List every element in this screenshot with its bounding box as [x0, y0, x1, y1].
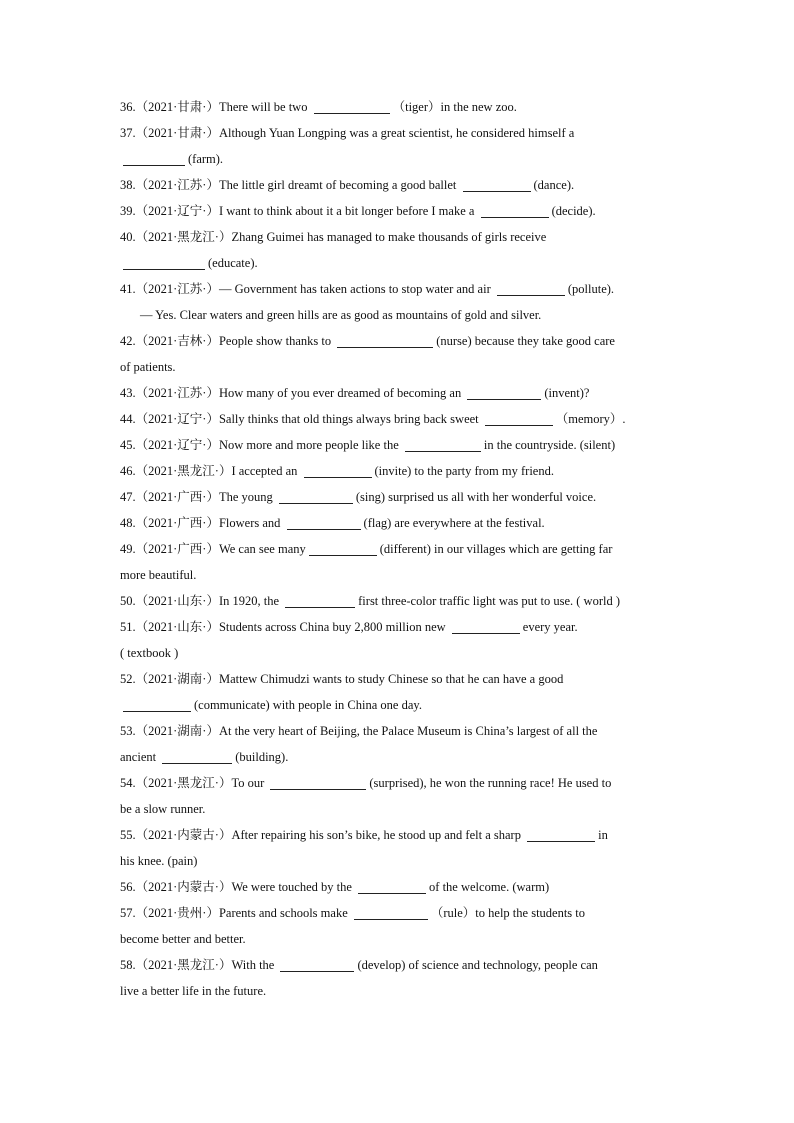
- question-q48: [120, 510, 680, 536]
- question-q37: [120, 120, 680, 172]
- question-hint: of the welcome. (warm): [429, 880, 550, 894]
- question-hint: （tiger）in the new zoo.: [392, 100, 517, 114]
- question-hint: (develop) of science and technology, people can: [357, 958, 598, 972]
- question-q56: [120, 874, 680, 900]
- question-text: more beautiful.: [120, 568, 197, 582]
- answer-blank[interactable]: [497, 281, 565, 296]
- question-text: — Yes. Clear waters and green hills are as good as mountains of gold and silver.: [140, 308, 542, 322]
- answer-blank[interactable]: [285, 593, 355, 608]
- question-q50: [120, 588, 680, 614]
- answer-blank[interactable]: [481, 203, 549, 218]
- question-q51: [120, 614, 680, 666]
- answer-blank[interactable]: [270, 775, 366, 790]
- question-hint: (pollute).: [567, 282, 615, 296]
- question-text: 37.（2021·甘肃·）Although Yuan Longping was a great scientist, he considered himself a: [120, 126, 575, 140]
- question-hint: (educate).: [208, 256, 258, 270]
- question-text: 55.（2021·内蒙古·）After repairing his son’s bike, he stood up and felt a sharp: [120, 828, 525, 842]
- question-q52: [120, 666, 680, 718]
- question-line: [120, 380, 680, 406]
- question-q55: [120, 822, 680, 874]
- answer-blank[interactable]: [463, 177, 531, 192]
- answer-blank[interactable]: [354, 905, 428, 920]
- exercise-page: [120, 94, 680, 1004]
- question-line: [120, 146, 680, 172]
- question-q39: [120, 198, 680, 224]
- question-text: 46.（2021·黑龙江·）I accepted an: [120, 464, 301, 478]
- question-text: 36.（2021·甘肃·）There will be two: [120, 100, 311, 114]
- question-text: 54.（2021·黑龙江·）To our: [120, 776, 268, 790]
- answer-blank[interactable]: [309, 541, 377, 556]
- question-text: 39.（2021·辽宁·）I want to think about it a bit longer before I make a: [120, 204, 478, 218]
- question-text: 53.（2021·湖南·）At the very heart of Beijing, the Palace Museum is China’s largest of all the: [120, 724, 598, 738]
- question-text: ( textbook ): [120, 646, 179, 660]
- question-hint: (building).: [235, 750, 289, 764]
- question-q49: [120, 536, 680, 588]
- question-line: [120, 822, 680, 848]
- question-line: [120, 354, 680, 380]
- question-line: [120, 770, 680, 796]
- question-text: his knee. (pain): [120, 854, 198, 868]
- question-line: [120, 744, 680, 770]
- question-hint: first three-color traffic light was put to use. ( world ): [358, 594, 620, 608]
- question-q53: [120, 718, 680, 770]
- question-text: ancient: [120, 750, 160, 764]
- answer-blank[interactable]: [123, 255, 205, 270]
- question-text: 44.（2021·辽宁·）Sally thinks that old things always bring back sweet: [120, 412, 482, 426]
- question-line: [120, 562, 680, 588]
- question-line: [120, 432, 680, 458]
- question-text: 38.（2021·江苏·）The little girl dreamt of becoming a good ballet: [120, 178, 460, 192]
- question-hint: (different) in our villages which are getting far: [379, 542, 613, 556]
- question-hint: (communicate) with people in China one day.: [194, 698, 422, 712]
- question-line: [120, 328, 680, 354]
- answer-blank[interactable]: [280, 957, 354, 972]
- question-line: [120, 640, 680, 666]
- question-hint: (farm).: [188, 152, 224, 166]
- answer-blank[interactable]: [287, 515, 361, 530]
- question-line: [120, 978, 680, 1004]
- question-text: 47.（2021·广西·）The young: [120, 490, 276, 504]
- question-hint: in the countryside. (silent): [483, 438, 616, 452]
- question-line: [120, 458, 680, 484]
- question-text: be a slow runner.: [120, 802, 206, 816]
- question-line: [120, 406, 680, 432]
- question-line: [120, 198, 680, 224]
- question-hint: every year.: [522, 620, 578, 634]
- question-line: [120, 718, 680, 744]
- answer-blank[interactable]: [358, 879, 426, 894]
- question-q46: [120, 458, 680, 484]
- question-hint: (nurse) because they take good care: [436, 334, 615, 348]
- question-line: [120, 874, 680, 900]
- question-line: [120, 952, 680, 978]
- question-q36: [120, 94, 680, 120]
- question-line: [120, 536, 680, 562]
- question-text: 49.（2021·广西·）We can see many: [120, 542, 306, 556]
- question-q57: [120, 900, 680, 952]
- question-hint: (invite) to the party from my friend.: [374, 464, 554, 478]
- question-line: [120, 224, 680, 250]
- question-line: [120, 172, 680, 198]
- question-line: [120, 692, 680, 718]
- question-text: live a better life in the future.: [120, 984, 267, 998]
- question-line: [120, 900, 680, 926]
- question-q45: [120, 432, 680, 458]
- answer-blank[interactable]: [337, 333, 433, 348]
- question-hint: (sing) surprised us all with her wonderful voice.: [355, 490, 597, 504]
- answer-blank[interactable]: [467, 385, 541, 400]
- question-q42: [120, 328, 680, 380]
- question-line: [120, 510, 680, 536]
- question-text: 52.（2021·湖南·）Mattew Chimudzi wants to study Chinese so that he can have a good: [120, 672, 564, 686]
- question-text: 41.（2021·江苏·）— Government has taken actions to stop water and air: [120, 282, 494, 296]
- question-line: [120, 250, 680, 276]
- answer-blank[interactable]: [304, 463, 372, 478]
- question-line: [120, 484, 680, 510]
- question-hint: （memory）.: [555, 412, 626, 426]
- question-line: [120, 120, 680, 146]
- question-q41: [120, 276, 680, 328]
- question-text: 50.（2021·山东·）In 1920, the: [120, 594, 283, 608]
- question-q38: [120, 172, 680, 198]
- question-hint: (dance).: [533, 178, 575, 192]
- question-hint: (surprised), he won the running race! He used to: [369, 776, 612, 790]
- question-line: [120, 796, 680, 822]
- answer-blank[interactable]: [405, 437, 481, 452]
- question-line: [120, 848, 680, 874]
- question-line: [120, 926, 680, 952]
- question-hint: (decide).: [551, 204, 596, 218]
- question-text: 48.（2021·广西·）Flowers and: [120, 516, 284, 530]
- answer-blank[interactable]: [452, 619, 520, 634]
- question-text: 45.（2021·辽宁·）Now more and more people like the: [120, 438, 402, 452]
- answer-blank[interactable]: [314, 99, 390, 114]
- question-text: of patients.: [120, 360, 176, 374]
- question-q47: [120, 484, 680, 510]
- question-line: [120, 588, 680, 614]
- question-line: [120, 614, 680, 640]
- answer-blank[interactable]: [123, 697, 191, 712]
- question-text: 42.（2021·吉林·）People show thanks to: [120, 334, 335, 348]
- question-hint: （rule）to help the students to: [430, 906, 586, 920]
- question-line: [120, 666, 680, 692]
- question-text: 57.（2021·贵州·）Parents and schools make: [120, 906, 351, 920]
- question-q58: [120, 952, 680, 1004]
- question-hint: in: [598, 828, 608, 842]
- answer-blank[interactable]: [123, 151, 185, 166]
- question-text: 56.（2021·内蒙古·）We were touched by the: [120, 880, 356, 894]
- answer-blank[interactable]: [162, 749, 232, 764]
- answer-blank[interactable]: [279, 489, 353, 504]
- answer-blank[interactable]: [527, 827, 595, 842]
- question-hint: (invent)?: [544, 386, 590, 400]
- question-line: [120, 302, 680, 328]
- question-q44: [120, 406, 680, 432]
- question-q54: [120, 770, 680, 822]
- question-text: 51.（2021·山东·）Students across China buy 2,800 million new: [120, 620, 449, 634]
- question-q40: [120, 224, 680, 276]
- question-text: become better and better.: [120, 932, 246, 946]
- question-text: 58.（2021·黑龙江·）With the: [120, 958, 278, 972]
- question-line: [120, 276, 680, 302]
- question-text: 43.（2021·江苏·）How many of you ever dreamed of becoming an: [120, 386, 465, 400]
- question-line: [120, 94, 680, 120]
- question-hint: (flag) are everywhere at the festival.: [363, 516, 545, 530]
- answer-blank[interactable]: [485, 411, 553, 426]
- question-text: 40.（2021·黑龙江·）Zhang Guimei has managed to make thousands of girls receive: [120, 230, 547, 244]
- question-q43: [120, 380, 680, 406]
